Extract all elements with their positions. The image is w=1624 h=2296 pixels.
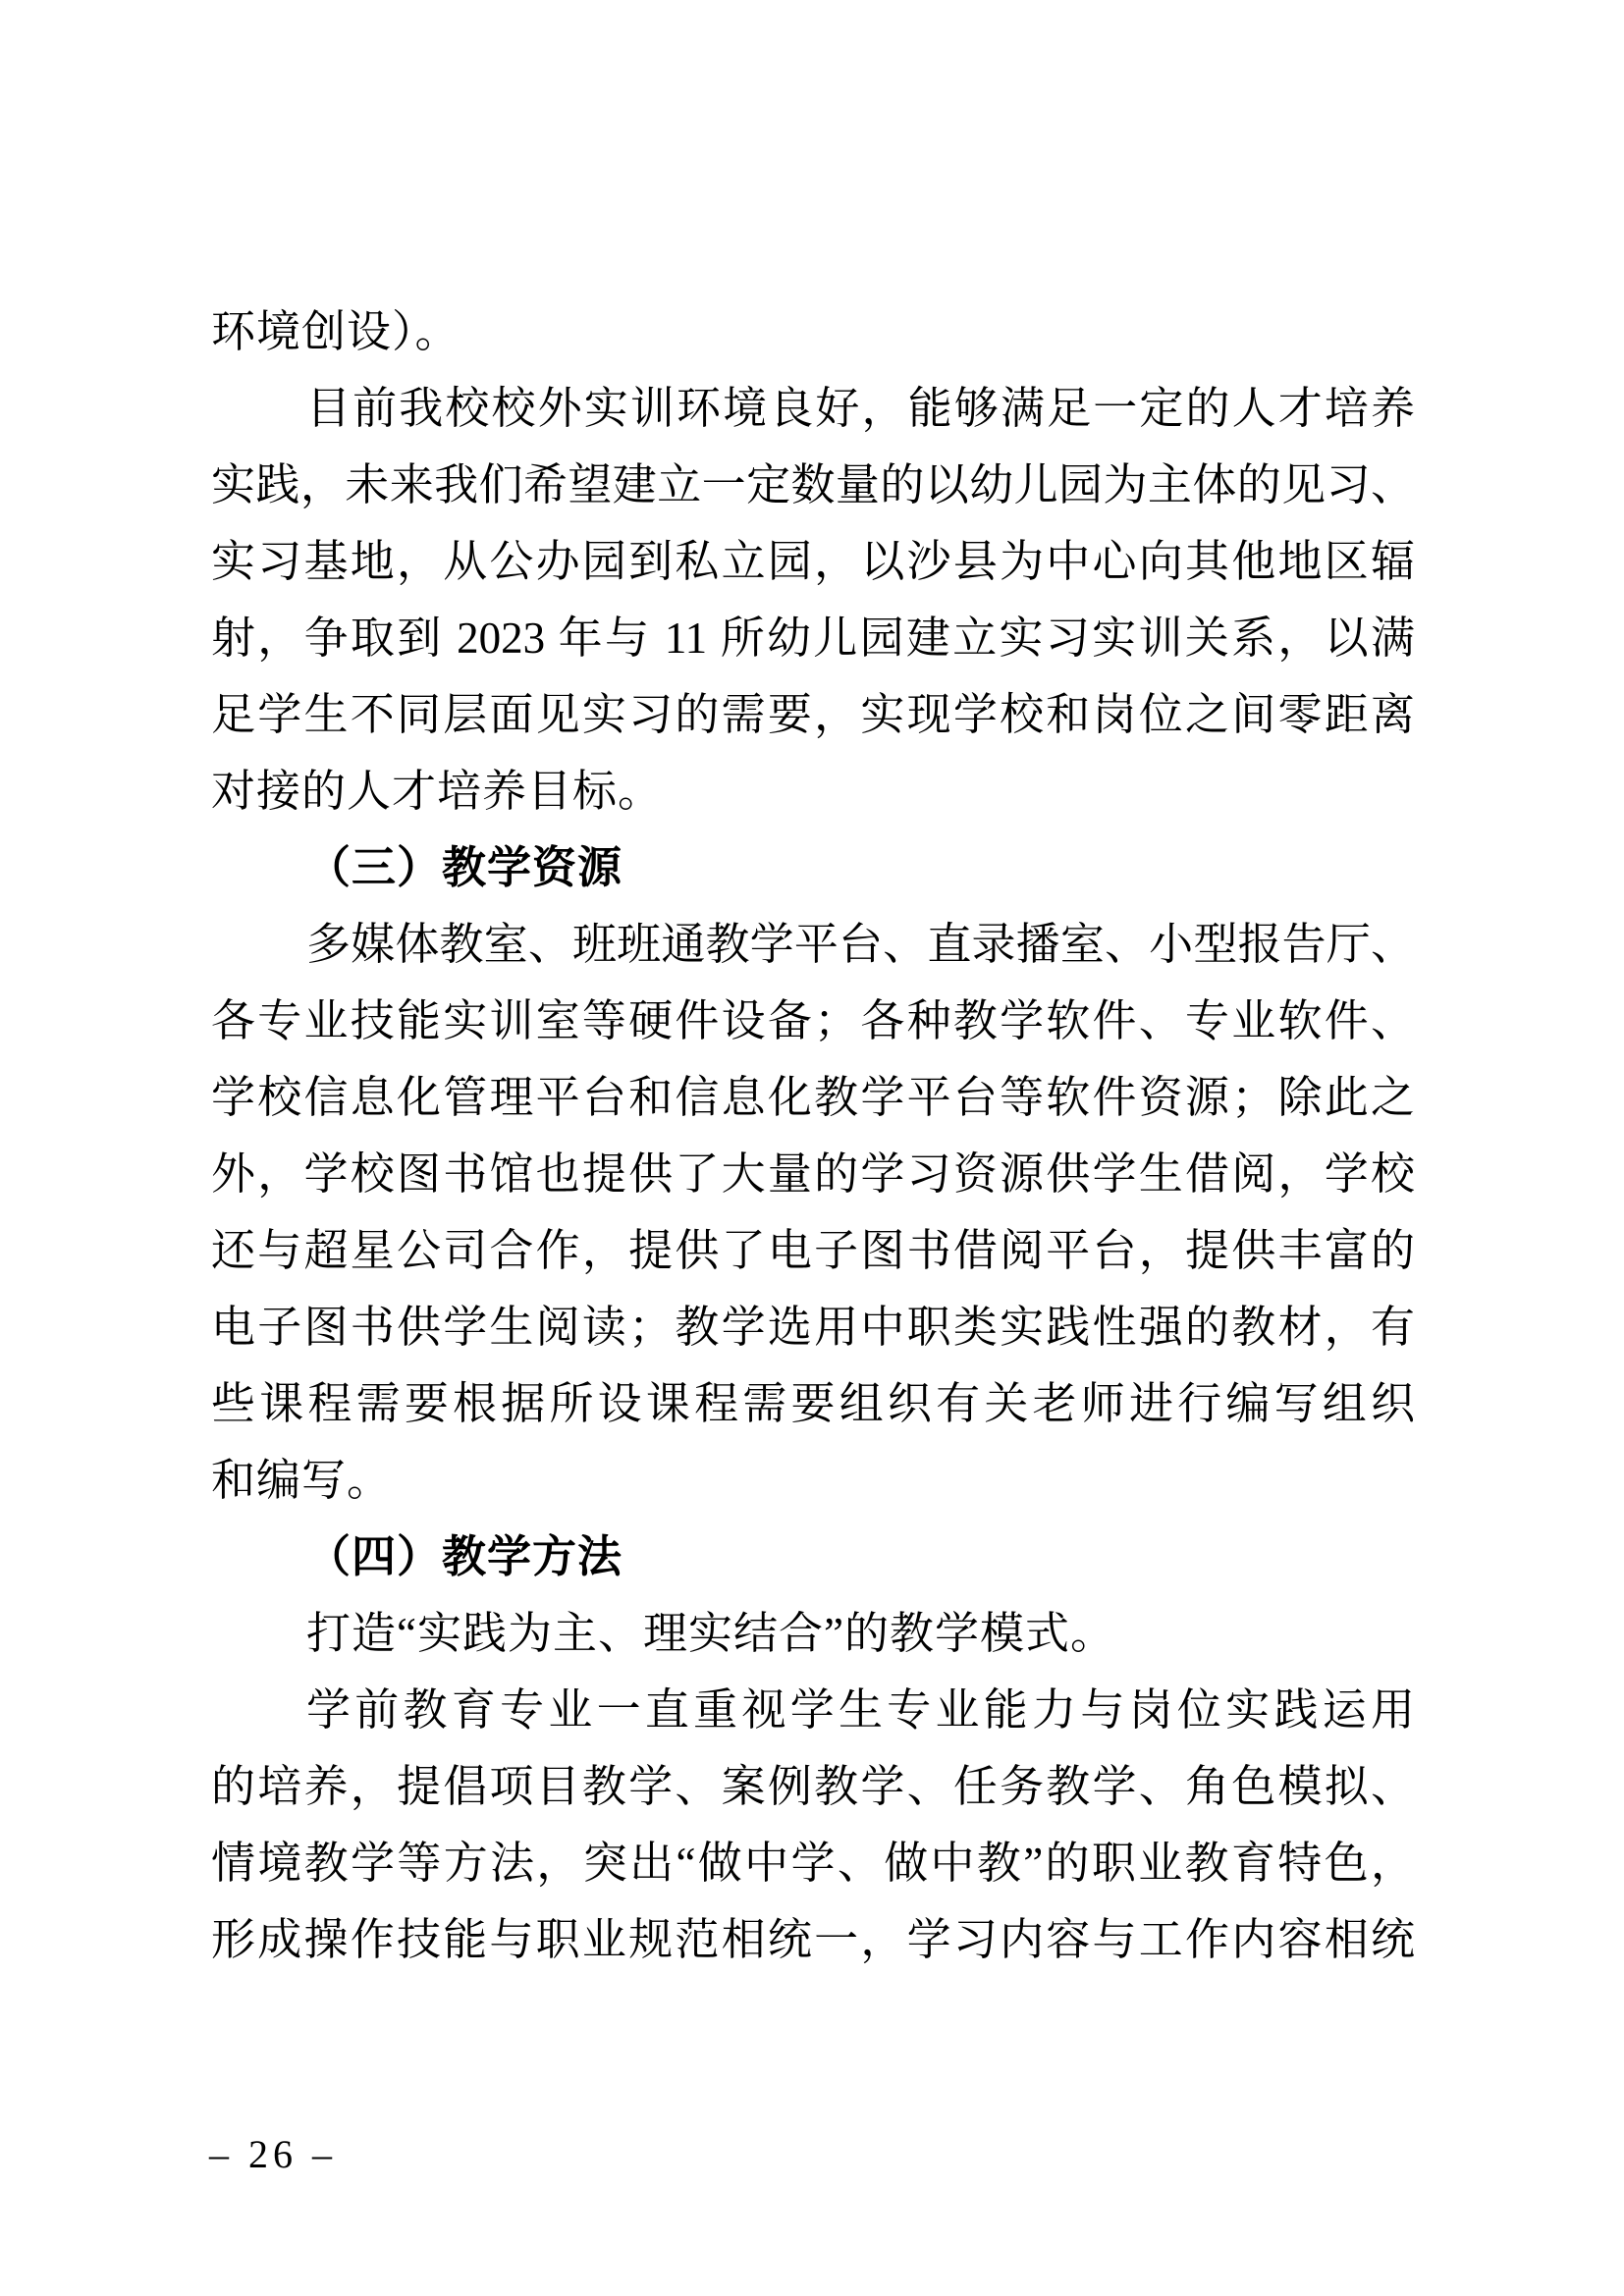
text-line: 外，学校图书馆也提供了大量的学习资源供学生借阅，学校: [211, 1149, 1415, 1199]
text-line: 打造“实践为主、理实结合”的教学模式。: [306, 1609, 1115, 1658]
text-line: 学前教育专业一直重视学生专业能力与岗位实践运用: [306, 1685, 1415, 1735]
section-heading: （四）教学方法: [306, 1532, 623, 1581]
section-heading: （三）教学资源: [306, 843, 623, 892]
text-line: 足学生不同层面见实习的需要，实现学校和岗位之间零距离: [211, 690, 1415, 739]
text-line: 学校信息化管理平台和信息化教学平台等软件资源；除此之: [211, 1073, 1415, 1122]
text-line: 对接的人才培养目标。: [211, 767, 664, 816]
text-line: 目前我校校外实训环境良好，能够满足一定的人才培养: [306, 384, 1415, 433]
text-line: 电子图书供学生阅读；教学选用中职类实践性强的教材，有: [211, 1303, 1415, 1352]
text-line: 多媒体教室、班班通教学平台、直录播室、小型报告厅、: [306, 920, 1415, 969]
text-line: 形成操作技能与职业规范相统一，学习内容与工作内容相统: [211, 1915, 1415, 1964]
text-line: 环境创设）。: [211, 307, 460, 356]
text-line: 实习基地，从公办园到私立园，以沙县为中心向其他地区辐: [211, 537, 1415, 586]
text-line: 各专业技能实训室等硬件设备；各种教学软件、专业软件、: [211, 996, 1415, 1045]
page-body: [211, 294, 1415, 1978]
text-line: 和编写。: [211, 1456, 393, 1505]
text-line: 还与超星公司合作，提供了电子图书借阅平台，提供丰富的: [211, 1226, 1415, 1275]
text-line: 些课程需要根据所设课程需要组织有关老师进行编写组织: [211, 1379, 1415, 1428]
text-line: 的培养，提倡项目教学、案例教学、任务教学、角色模拟、: [211, 1762, 1415, 1811]
text-line: 射，争取到 2023 年与 11 所幼儿园建立实习实训关系，以满: [211, 614, 1415, 663]
text-line: 实践，未来我们希望建立一定数量的以幼儿园为主体的见习、: [211, 460, 1415, 509]
text-line: 情境教学等方法，突出“做中学、做中教”的职业教育特色，: [211, 1839, 1415, 1888]
page-number: – 26 –: [209, 2132, 337, 2176]
